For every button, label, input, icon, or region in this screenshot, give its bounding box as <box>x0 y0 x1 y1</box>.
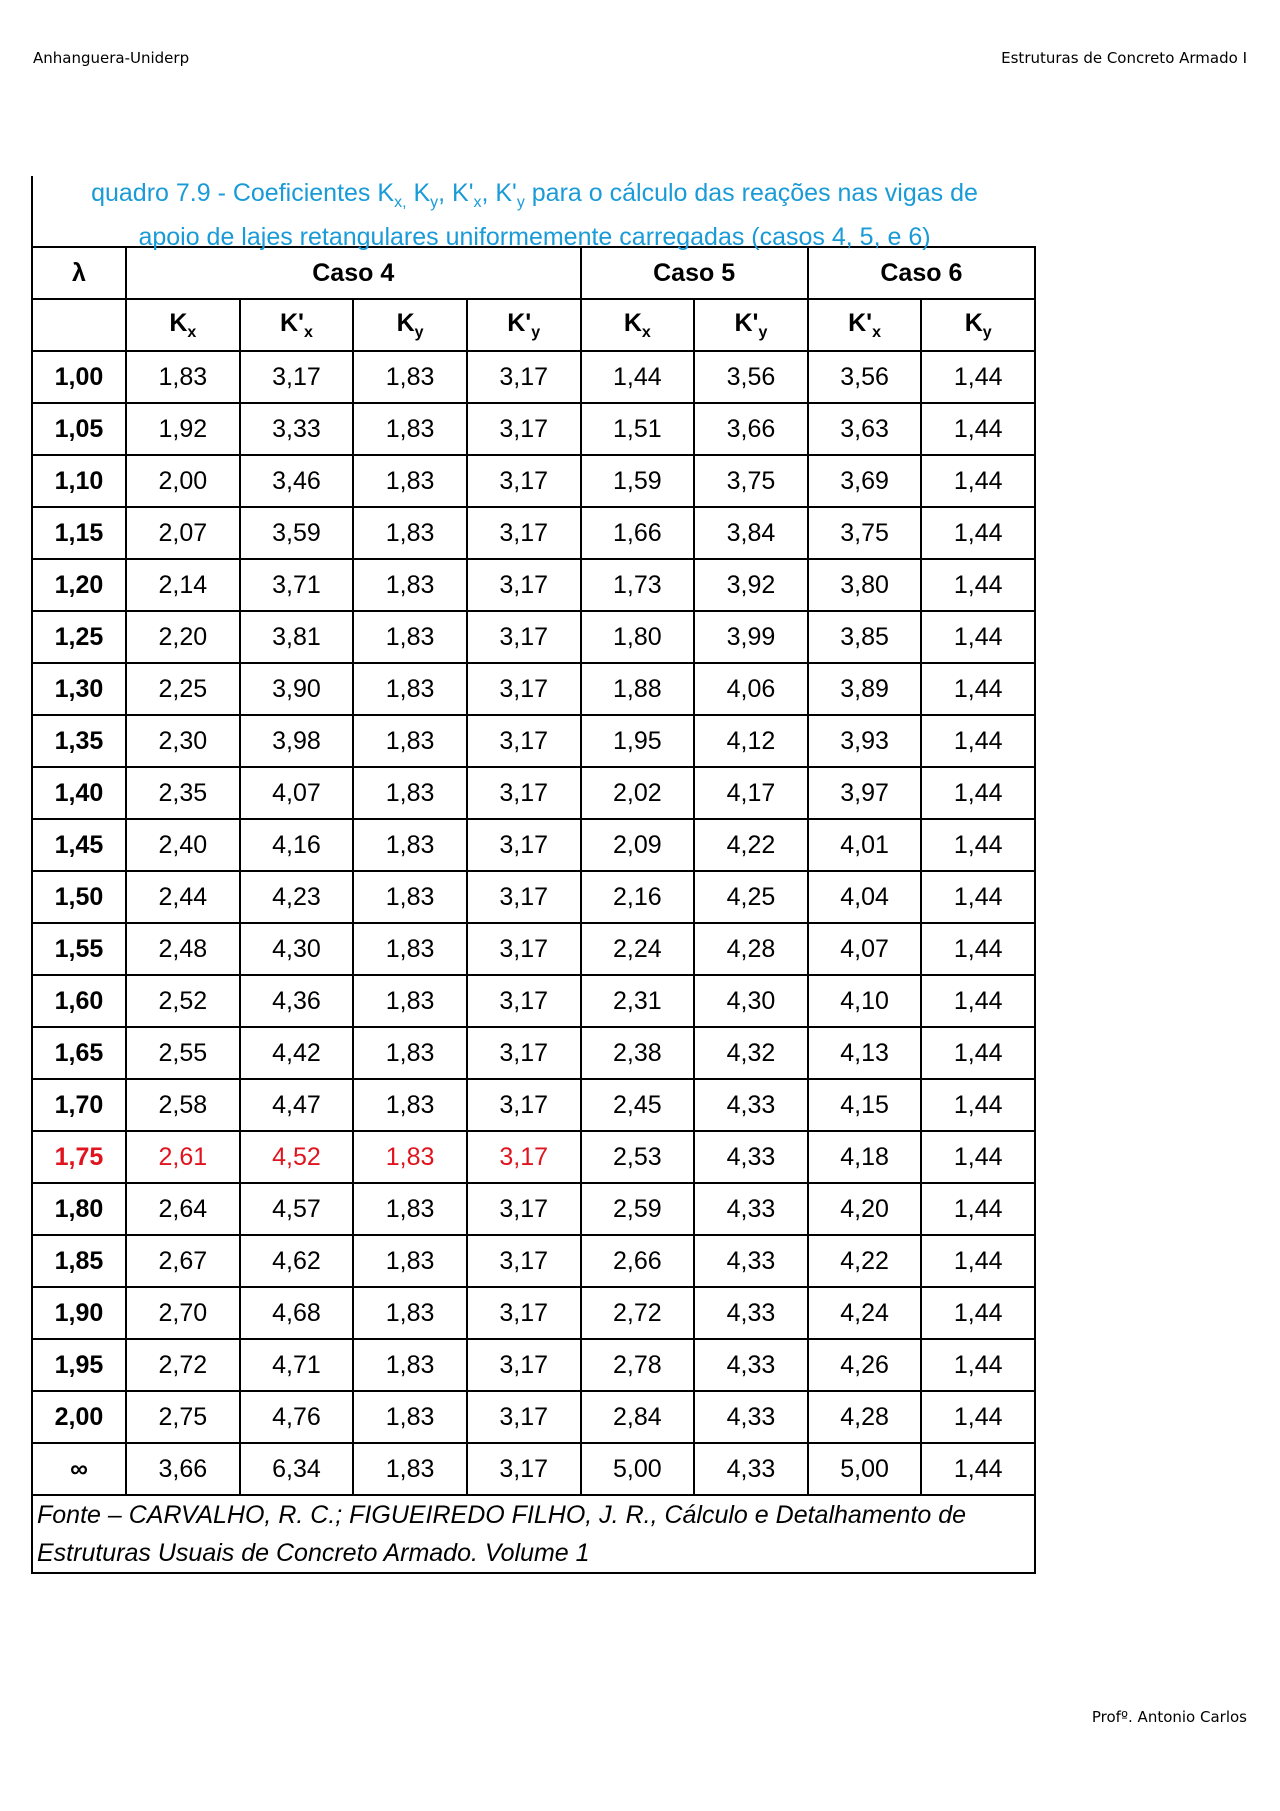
value-cell: 4,16 <box>240 819 354 871</box>
table-row <box>32 1131 1035 1183</box>
value-cell: 4,47 <box>240 1079 354 1131</box>
coefficient-table-block <box>31 176 1036 1574</box>
value-cell: 1,44 <box>921 403 1035 455</box>
value-cell: 4,33 <box>694 1079 808 1131</box>
value-cell: 4,22 <box>694 819 808 871</box>
value-cell: 1,44 <box>921 1027 1035 1079</box>
lambda-cell: 1,70 <box>32 1079 126 1131</box>
table-row <box>32 559 1035 611</box>
value-cell: 3,17 <box>467 611 581 663</box>
lambda-cell: 2,00 <box>32 1391 126 1443</box>
value-cell: 1,44 <box>921 871 1035 923</box>
value-cell: 3,17 <box>467 1235 581 1287</box>
value-cell: 4,06 <box>694 663 808 715</box>
value-cell: 3,17 <box>467 923 581 975</box>
value-cell: 4,57 <box>240 1183 354 1235</box>
subheader-cell: $K'_y$ <box>467 299 581 351</box>
value-cell: 3,56 <box>808 351 922 403</box>
caption-line-1: quadro 7.9 - Coeficientes $K_{x,}$ $K_y$, $K'_x$, $K'_y$ para o cálculo das reações nas vigas de <box>91 179 978 211</box>
value-cell: 2,72 <box>126 1339 240 1391</box>
value-cell: 3,66 <box>694 403 808 455</box>
value-cell: 2,35 <box>126 767 240 819</box>
value-cell: 2,00 <box>126 455 240 507</box>
source-line-2: Estruturas Usuais de Concreto Armado. Volume 1 <box>37 1539 590 1567</box>
lambda-cell: 1,15 <box>32 507 126 559</box>
table-row <box>32 767 1035 819</box>
value-cell: 1,44 <box>921 715 1035 767</box>
value-cell: 1,83 <box>353 1079 467 1131</box>
subheader-cell: $K'_x$ <box>808 299 922 351</box>
value-cell: 3,97 <box>808 767 922 819</box>
value-cell: 3,17 <box>467 819 581 871</box>
value-cell: 3,17 <box>467 715 581 767</box>
value-cell: 1,83 <box>126 351 240 403</box>
value-cell: 1,44 <box>921 975 1035 1027</box>
lambda-cell: ∞ <box>32 1443 126 1495</box>
value-cell: 1,83 <box>353 507 467 559</box>
value-cell: 2,48 <box>126 923 240 975</box>
value-cell: 4,52 <box>240 1131 354 1183</box>
value-cell: 2,09 <box>581 819 695 871</box>
value-cell: 1,83 <box>353 663 467 715</box>
table-row <box>32 715 1035 767</box>
table-row <box>32 403 1035 455</box>
value-cell: 4,25 <box>694 871 808 923</box>
value-cell: 3,17 <box>467 871 581 923</box>
value-cell: 3,99 <box>694 611 808 663</box>
subheader-cell: $K'_x$ <box>240 299 354 351</box>
subheader-cell: $K_y$ <box>353 299 467 351</box>
subheader-row <box>32 299 1035 351</box>
value-cell: 3,56 <box>694 351 808 403</box>
subheader-cell: $K_x$ <box>126 299 240 351</box>
value-cell: 1,44 <box>921 663 1035 715</box>
value-cell: 3,90 <box>240 663 354 715</box>
value-cell: 4,33 <box>694 1183 808 1235</box>
value-cell: 1,66 <box>581 507 695 559</box>
value-cell: 4,33 <box>694 1339 808 1391</box>
value-cell: 3,89 <box>808 663 922 715</box>
table-row <box>32 1339 1035 1391</box>
value-cell: 3,17 <box>467 1183 581 1235</box>
value-cell: 4,32 <box>694 1027 808 1079</box>
value-cell: 1,44 <box>921 1391 1035 1443</box>
value-cell: 4,28 <box>694 923 808 975</box>
value-cell: 2,07 <box>126 507 240 559</box>
value-cell: 1,83 <box>353 1131 467 1183</box>
value-cell: 3,85 <box>808 611 922 663</box>
value-cell: 1,51 <box>581 403 695 455</box>
table-row <box>32 975 1035 1027</box>
value-cell: 3,17 <box>467 663 581 715</box>
source-line-1: Fonte – CARVALHO, R. C.; FIGUEIREDO FILHO, J. R., Cálculo e Detalhamento de <box>37 1501 967 1529</box>
value-cell: 1,44 <box>921 1287 1035 1339</box>
value-cell: 1,44 <box>921 559 1035 611</box>
value-cell: 5,00 <box>808 1443 922 1495</box>
table-row <box>32 923 1035 975</box>
value-cell: 3,33 <box>240 403 354 455</box>
value-cell: 1,83 <box>353 559 467 611</box>
lambda-cell: 1,75 <box>32 1131 126 1183</box>
value-cell: 2,25 <box>126 663 240 715</box>
value-cell: 1,83 <box>353 819 467 871</box>
table-row <box>32 871 1035 923</box>
value-cell: 3,17 <box>467 351 581 403</box>
value-cell: 4,17 <box>694 767 808 819</box>
value-cell: 1,73 <box>581 559 695 611</box>
table-row <box>32 1391 1035 1443</box>
group-header-caso-6: Caso 6 <box>808 247 1035 299</box>
value-cell: 3,17 <box>467 975 581 1027</box>
value-cell: 3,80 <box>808 559 922 611</box>
value-cell: 1,83 <box>353 1287 467 1339</box>
value-cell: 4,23 <box>240 871 354 923</box>
value-cell: 1,83 <box>353 1027 467 1079</box>
value-cell: 1,44 <box>921 1235 1035 1287</box>
value-cell: 4,33 <box>694 1391 808 1443</box>
value-cell: 2,78 <box>581 1339 695 1391</box>
value-cell: 3,84 <box>694 507 808 559</box>
value-cell: 2,84 <box>581 1391 695 1443</box>
value-cell: 4,33 <box>694 1235 808 1287</box>
table-row <box>32 455 1035 507</box>
value-cell: 1,83 <box>353 1339 467 1391</box>
value-cell: 1,44 <box>921 1339 1035 1391</box>
value-cell: 4,20 <box>808 1183 922 1235</box>
lambda-cell: 1,00 <box>32 351 126 403</box>
value-cell: 1,44 <box>921 767 1035 819</box>
value-cell: 1,83 <box>353 871 467 923</box>
value-cell: 2,31 <box>581 975 695 1027</box>
value-cell: 4,15 <box>808 1079 922 1131</box>
value-cell: 2,67 <box>126 1235 240 1287</box>
value-cell: 1,44 <box>921 923 1035 975</box>
value-cell: 4,24 <box>808 1287 922 1339</box>
value-cell: 1,83 <box>353 455 467 507</box>
value-cell: 1,83 <box>353 403 467 455</box>
value-cell: 3,17 <box>467 767 581 819</box>
value-cell: 3,93 <box>808 715 922 767</box>
value-cell: 1,44 <box>921 611 1035 663</box>
value-cell: 4,12 <box>694 715 808 767</box>
value-cell: 2,61 <box>126 1131 240 1183</box>
value-cell: 3,17 <box>467 1443 581 1495</box>
table-row <box>32 351 1035 403</box>
value-cell: 4,28 <box>808 1391 922 1443</box>
value-cell: 2,53 <box>581 1131 695 1183</box>
value-cell: 4,10 <box>808 975 922 1027</box>
value-cell: 4,42 <box>240 1027 354 1079</box>
value-cell: 3,17 <box>467 507 581 559</box>
lambda-cell: 1,55 <box>32 923 126 975</box>
value-cell: 2,59 <box>581 1183 695 1235</box>
value-cell: 4,62 <box>240 1235 354 1287</box>
value-cell: 1,83 <box>353 923 467 975</box>
value-cell: 1,83 <box>353 351 467 403</box>
value-cell: 1,92 <box>126 403 240 455</box>
lambda-cell: 1,65 <box>32 1027 126 1079</box>
value-cell: 4,04 <box>808 871 922 923</box>
value-cell: 2,52 <box>126 975 240 1027</box>
value-cell: 2,64 <box>126 1183 240 1235</box>
value-cell: 3,17 <box>467 1391 581 1443</box>
value-cell: 4,18 <box>808 1131 922 1183</box>
table-row <box>32 611 1035 663</box>
subheader-empty <box>32 299 126 351</box>
value-cell: 4,33 <box>694 1443 808 1495</box>
value-cell: 1,83 <box>353 1235 467 1287</box>
value-cell: 2,30 <box>126 715 240 767</box>
value-cell: 1,44 <box>921 819 1035 871</box>
lambda-cell: 1,85 <box>32 1235 126 1287</box>
value-cell: 2,20 <box>126 611 240 663</box>
table-row <box>32 663 1035 715</box>
group-header-caso-4: Caso 4 <box>126 247 581 299</box>
value-cell: 1,44 <box>921 1443 1035 1495</box>
value-cell: 3,81 <box>240 611 354 663</box>
value-cell: 4,01 <box>808 819 922 871</box>
value-cell: 2,16 <box>581 871 695 923</box>
value-cell: 4,30 <box>240 923 354 975</box>
value-cell: 1,83 <box>353 1391 467 1443</box>
value-cell: 2,70 <box>126 1287 240 1339</box>
lambda-cell: 1,50 <box>32 871 126 923</box>
value-cell: 3,92 <box>694 559 808 611</box>
table-row <box>32 1443 1035 1495</box>
table-row <box>32 1079 1035 1131</box>
value-cell: 4,07 <box>240 767 354 819</box>
value-cell: 1,80 <box>581 611 695 663</box>
table-row <box>32 819 1035 871</box>
value-cell: 2,58 <box>126 1079 240 1131</box>
header-course: Estruturas de Concreto Armado I <box>1001 49 1247 67</box>
lambda-cell: 1,20 <box>32 559 126 611</box>
value-cell: 4,76 <box>240 1391 354 1443</box>
caption-line-2: apoio de lajes retangulares uniformemente carregadas (casos 4, 5, e 6) <box>138 223 931 251</box>
value-cell: 3,17 <box>467 1027 581 1079</box>
value-cell: 4,07 <box>808 923 922 975</box>
group-header-caso-5: Caso 5 <box>581 247 808 299</box>
value-cell: 3,17 <box>467 1287 581 1339</box>
table-row <box>32 1027 1035 1079</box>
value-cell: 2,40 <box>126 819 240 871</box>
table-caption <box>31 176 1036 251</box>
value-cell: 4,22 <box>808 1235 922 1287</box>
value-cell: 1,83 <box>353 715 467 767</box>
value-cell: 2,75 <box>126 1391 240 1443</box>
value-cell: 3,66 <box>126 1443 240 1495</box>
value-cell: 3,17 <box>467 1131 581 1183</box>
value-cell: 5,00 <box>581 1443 695 1495</box>
value-cell: 2,24 <box>581 923 695 975</box>
value-cell: 3,17 <box>467 559 581 611</box>
value-cell: 1,83 <box>353 1443 467 1495</box>
footer-professor: Profº. Antonio Carlos <box>1091 1708 1247 1726</box>
coefficient-table <box>31 246 1036 1574</box>
value-cell: 2,45 <box>581 1079 695 1131</box>
lambda-cell: 1,95 <box>32 1339 126 1391</box>
value-cell: 4,30 <box>694 975 808 1027</box>
value-cell: 1,59 <box>581 455 695 507</box>
value-cell: 1,83 <box>353 767 467 819</box>
value-cell: 3,17 <box>467 403 581 455</box>
lambda-cell: 1,05 <box>32 403 126 455</box>
subheader-cell: $K_y$ <box>921 299 1035 351</box>
table-row <box>32 1183 1035 1235</box>
value-cell: 3,59 <box>240 507 354 559</box>
value-cell: 1,44 <box>921 1183 1035 1235</box>
table-row <box>32 1287 1035 1339</box>
value-cell: 2,72 <box>581 1287 695 1339</box>
lambda-cell: 1,40 <box>32 767 126 819</box>
value-cell: 1,44 <box>921 1079 1035 1131</box>
value-cell: 3,98 <box>240 715 354 767</box>
lambda-cell: 1,45 <box>32 819 126 871</box>
value-cell: 3,63 <box>808 403 922 455</box>
subheader-cell: $K'_y$ <box>694 299 808 351</box>
value-cell: 3,17 <box>467 455 581 507</box>
value-cell: 1,88 <box>581 663 695 715</box>
lambda-cell: 1,35 <box>32 715 126 767</box>
value-cell: 3,69 <box>808 455 922 507</box>
table-row <box>32 1235 1035 1287</box>
value-cell: 1,83 <box>353 975 467 1027</box>
lambda-cell: 1,30 <box>32 663 126 715</box>
value-cell: 2,66 <box>581 1235 695 1287</box>
value-cell: 4,71 <box>240 1339 354 1391</box>
value-cell: 4,26 <box>808 1339 922 1391</box>
value-cell: 1,44 <box>921 507 1035 559</box>
value-cell: 1,44 <box>921 351 1035 403</box>
header-institution: Anhanguera-Uniderp <box>33 49 190 67</box>
value-cell: 1,44 <box>921 455 1035 507</box>
value-cell: 6,34 <box>240 1443 354 1495</box>
value-cell: 4,33 <box>694 1131 808 1183</box>
value-cell: 3,17 <box>467 1339 581 1391</box>
lambda-cell: 1,10 <box>32 455 126 507</box>
value-cell: 3,75 <box>808 507 922 559</box>
value-cell: 1,83 <box>353 1183 467 1235</box>
caption-symbols: $K_{x,}$ $K_y$, $K'_x$, $K'_y$ <box>377 179 525 211</box>
lambda-cell: 1,60 <box>32 975 126 1027</box>
value-cell: 4,33 <box>694 1287 808 1339</box>
table-row <box>32 507 1035 559</box>
value-cell: 1,44 <box>921 1131 1035 1183</box>
value-cell: 1,83 <box>353 611 467 663</box>
value-cell: 3,71 <box>240 559 354 611</box>
table-body <box>32 351 1035 1495</box>
value-cell: 4,68 <box>240 1287 354 1339</box>
lambda-header: λ <box>32 247 126 299</box>
subheader-cell: $K_x$ <box>581 299 695 351</box>
lambda-cell: 1,80 <box>32 1183 126 1235</box>
value-cell: 4,36 <box>240 975 354 1027</box>
value-cell: 3,17 <box>467 1079 581 1131</box>
source-note <box>32 1495 1035 1573</box>
value-cell: 3,46 <box>240 455 354 507</box>
value-cell: 2,55 <box>126 1027 240 1079</box>
source-row <box>32 1495 1035 1573</box>
value-cell: 2,02 <box>581 767 695 819</box>
value-cell: 1,44 <box>581 351 695 403</box>
lambda-cell: 1,25 <box>32 611 126 663</box>
value-cell: 3,17 <box>240 351 354 403</box>
value-cell: 2,38 <box>581 1027 695 1079</box>
value-cell: 4,13 <box>808 1027 922 1079</box>
value-cell: 3,75 <box>694 455 808 507</box>
value-cell: 2,14 <box>126 559 240 611</box>
lambda-cell: 1,90 <box>32 1287 126 1339</box>
value-cell: 2,44 <box>126 871 240 923</box>
value-cell: 1,95 <box>581 715 695 767</box>
